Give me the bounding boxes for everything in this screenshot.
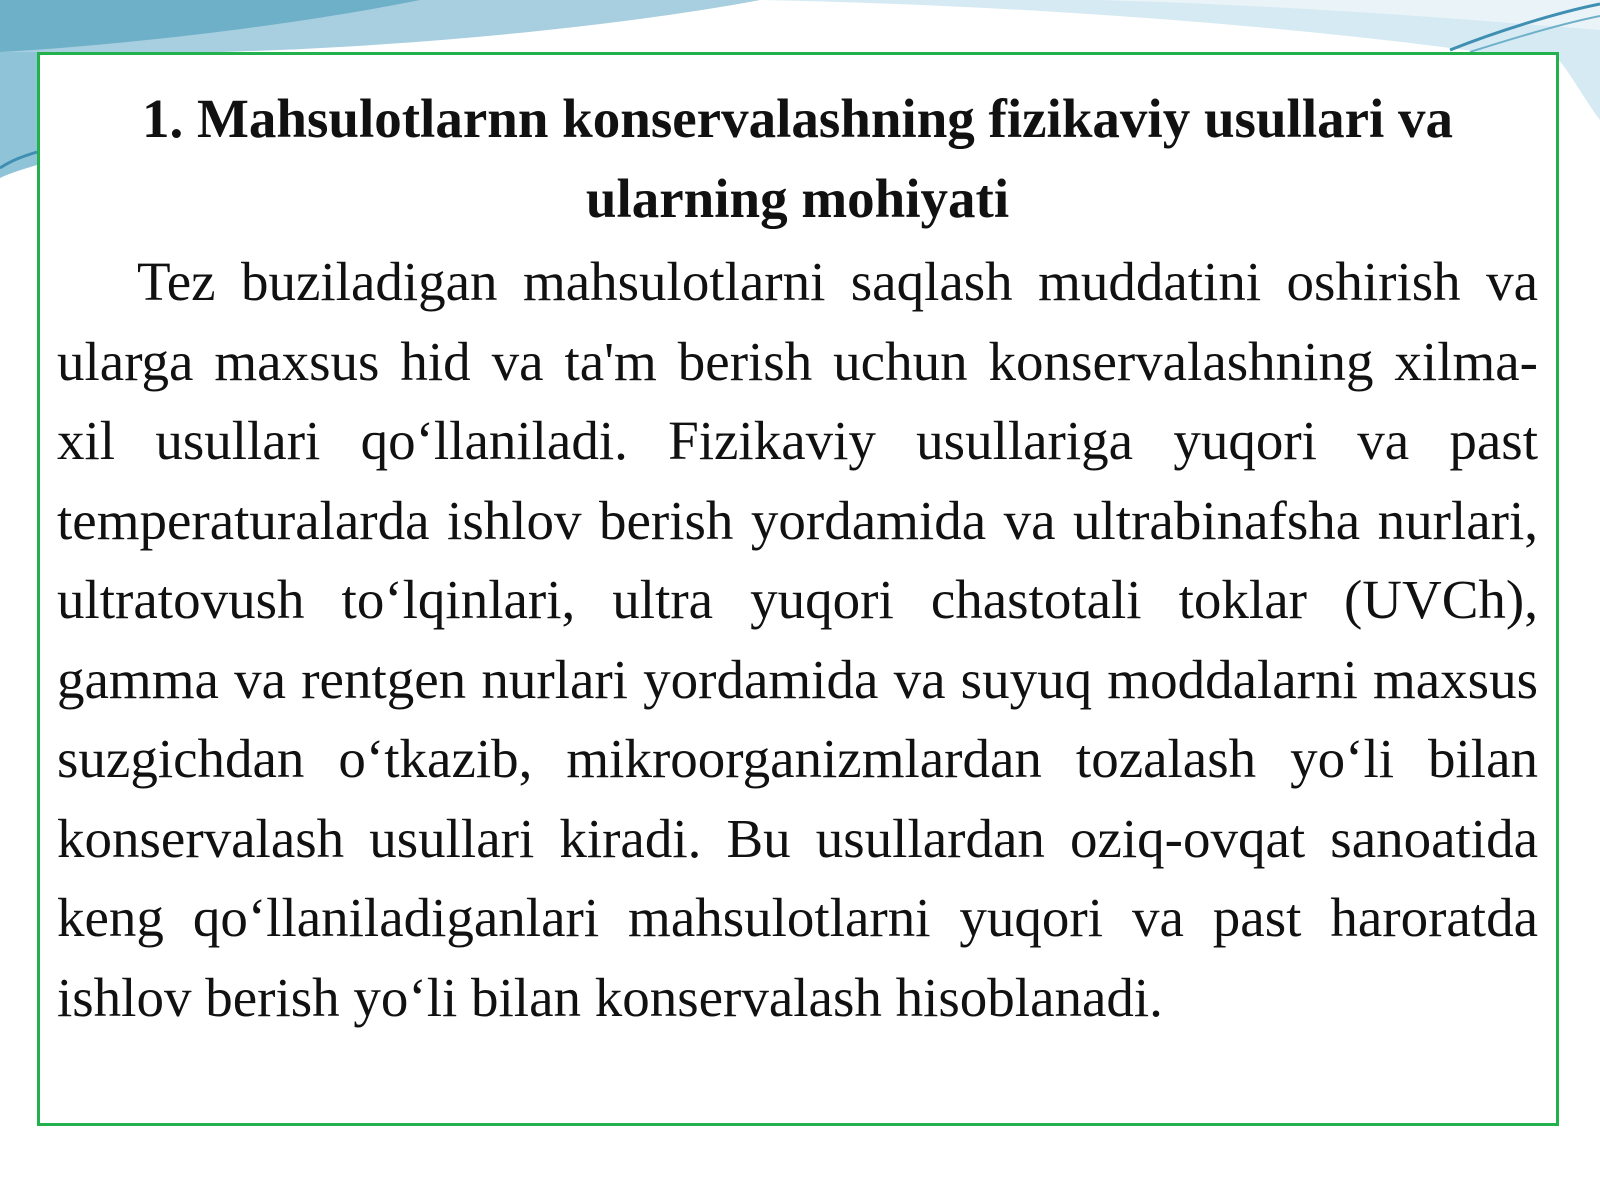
wave-shape-right-edge — [1559, 52, 1600, 120]
slide-content-frame — [37, 52, 1559, 1126]
slide-title: 1. Mahsulotlarnn konservalashning fizikaviy usullari va ularning mohiyati — [141, 88, 1454, 229]
slide-body-paragraph: Tez buziladigan mahsulotlarni saqlash muddatini oshirish va ularga maxsus hid va ta'm berish uchun konservalashning xilma-xil usullari qo‘llaniladi. Fizikaviy usullariga yuqori va past temperaturalarda ishlov berish yordamida va ultrabinafsha nurlari, ultratovush to‘lqinlari, ultra yuqori chastotali toklar (UVCh), gamma va rentgen nurlari yordamida va suyuq moddalarni maxsus suzgichdan o‘tkazib, mikroorganizmlardan tozalash yo‘li bilan konservalash usullari kiradi. Bu usullardan oziq-ovqat sanoatida keng qo‘llaniladiganlari mahsulotlarni yuqori va past haroratda ishlov berish yo‘li bilan konservalash hisoblanadi. — [57, 251, 1538, 1028]
